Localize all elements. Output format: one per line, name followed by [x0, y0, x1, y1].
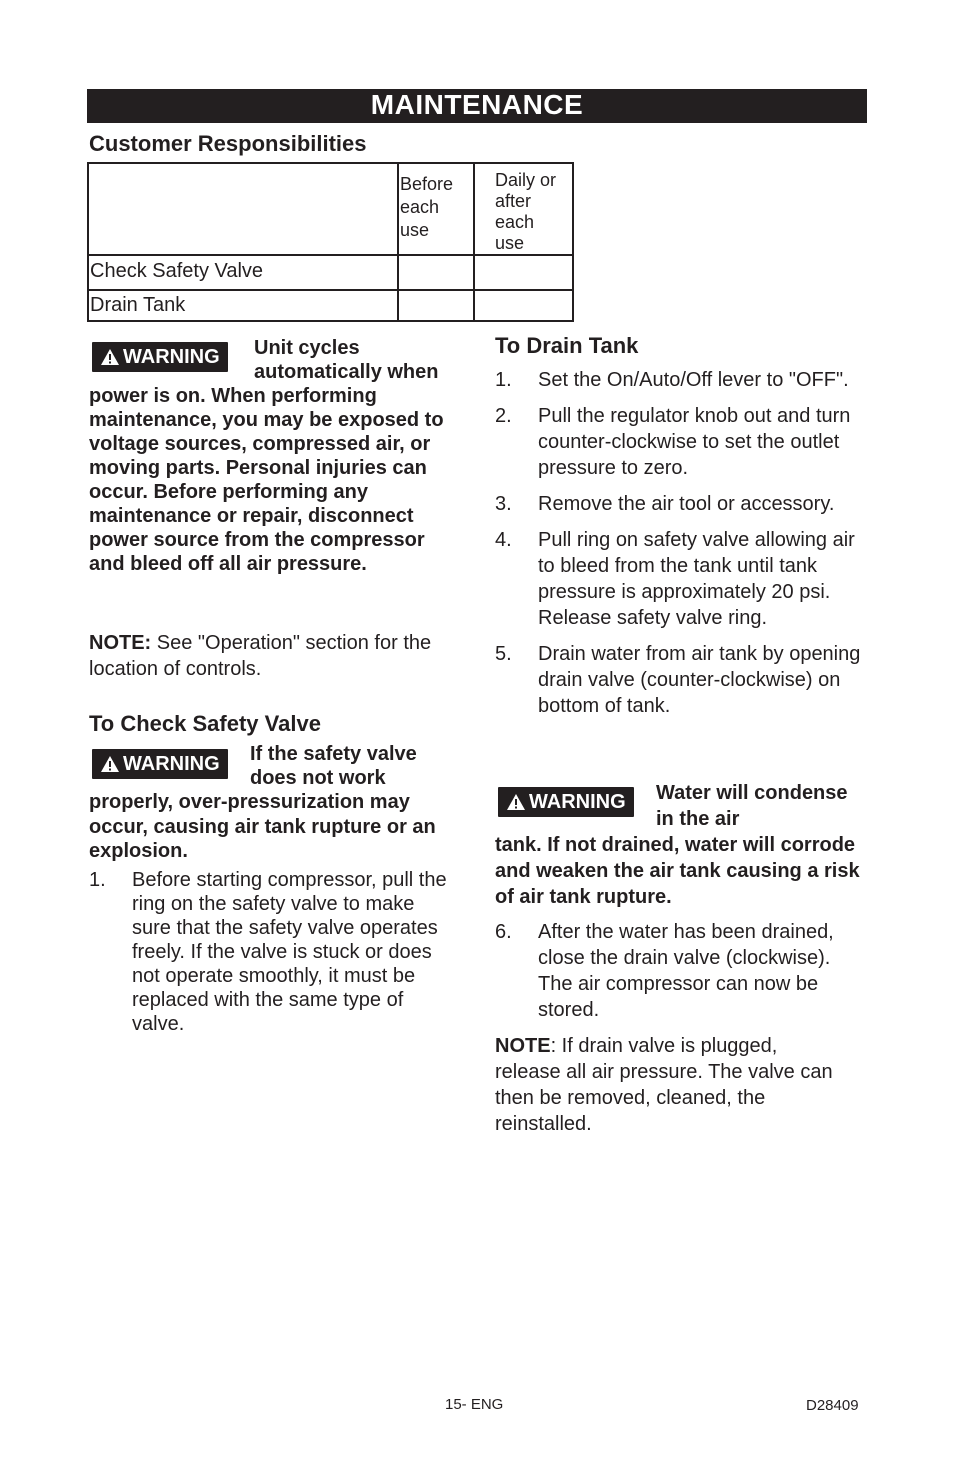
step-text: Pull the regulator knob out and turn counter-clockwise to set the outlet pressure to zero. — [538, 405, 851, 479]
row-label-check-safety-valve: Check Safety Valve — [88, 255, 398, 290]
note-drain-valve — [495, 1033, 845, 1137]
warning-triangle-icon — [506, 793, 526, 811]
drain-tank-step-6 — [495, 919, 867, 1033]
table-corner-cell — [88, 163, 398, 255]
table-header-row — [88, 163, 573, 255]
step-text: Pull ring on safety valve allowing air to bleed from the tank until tank pressure is approximately 20 psi. Release safety valve ring. — [538, 529, 855, 629]
page-number: 15- ENG — [445, 1396, 504, 1413]
list-item — [495, 641, 867, 719]
document-code: D28409 — [806, 1397, 859, 1414]
safety-valve-steps — [89, 868, 449, 1046]
list-item — [495, 919, 867, 1023]
list-item — [495, 491, 867, 517]
note-text: : If drain valve is plugged, release all air pressure. The valve can then be removed, cleaned, the reinstalled. — [495, 1035, 833, 1135]
col-before-each-use: Before each use — [398, 163, 474, 255]
warning1-lead: Unit cycles automatically when — [254, 337, 439, 383]
col-daily-after-each-use: Daily or after each use — [474, 163, 573, 255]
row-label-drain-tank: Drain Tank — [88, 290, 398, 321]
drain-tank-heading: To Drain Tank — [495, 333, 639, 358]
warning-badge — [92, 749, 228, 779]
warning2-lead: If the safety valve does not work — [250, 743, 417, 789]
step-number: 1. — [495, 369, 512, 391]
step-text: Remove the air tool or accessory. — [538, 493, 835, 515]
customer-responsibilities-heading: Customer Responsibilities — [89, 131, 367, 156]
table-cell — [398, 290, 474, 321]
warning3-text: tank. If not drained, water will corrode and weaken the air tank causing a risk of air tank rupture. — [495, 834, 860, 908]
step-number: 4. — [495, 529, 512, 551]
table-row — [88, 290, 573, 321]
step-text: Before starting compressor, pull the ring on the safety valve to make sure that the safety valve operates freely. If the valve is stuck or does not operate smoothly, it must be replaced with the same type of valve. — [132, 869, 447, 1035]
warning-label: WARNING — [529, 791, 626, 813]
warning-label: WARNING — [123, 346, 220, 368]
list-item — [495, 367, 867, 393]
warning-triangle-icon — [100, 755, 120, 773]
table-cell — [474, 255, 573, 290]
table-cell — [398, 255, 474, 290]
step-text: Set the On/Auto/Off lever to "OFF". — [538, 369, 849, 391]
table-row — [88, 255, 573, 290]
warning2-text: properly, over-pressurization may occur, causing air tank rupture or an explosion. — [89, 791, 436, 862]
warning-label: WARNING — [123, 753, 220, 775]
list-item — [89, 868, 449, 1036]
maintenance-schedule-table — [87, 162, 574, 322]
warning-badge — [498, 787, 634, 817]
section-banner: MAINTENANCE — [87, 89, 867, 123]
warning-badge — [92, 342, 228, 372]
step-number: 5. — [495, 643, 512, 665]
warning-triangle-icon — [100, 348, 120, 366]
note-controls — [89, 630, 449, 682]
check-safety-valve-heading: To Check Safety Valve — [89, 711, 321, 736]
step-number: 3. — [495, 493, 512, 515]
list-item — [495, 403, 867, 481]
warning3-lead: Water will condense in the air — [656, 782, 848, 830]
drain-tank-steps — [495, 367, 867, 729]
step-number: 6. — [495, 921, 512, 943]
note-label: NOTE: — [89, 632, 152, 654]
list-item — [495, 527, 867, 631]
warning1-text: power is on. When performing maintenance, you may be exposed to voltage sources, compressed air, or moving parts. Personal injuries can occur. Before performing any maintenance or repair, disconnect power source from the compressor and bleed off all air pressure. — [89, 385, 444, 575]
table-cell — [474, 290, 573, 321]
step-number: 1. — [89, 869, 106, 891]
step-text: After the water has been drained, close the drain valve (clockwise). The air compressor can now be stored. — [538, 921, 834, 1021]
step-number: 2. — [495, 405, 512, 427]
note-text: See "Operation" section for the location of controls. — [89, 632, 432, 680]
note-label: NOTE — [495, 1035, 551, 1057]
step-text: Drain water from air tank by opening drain valve (counter-clockwise) on bottom of tank. — [538, 643, 861, 717]
